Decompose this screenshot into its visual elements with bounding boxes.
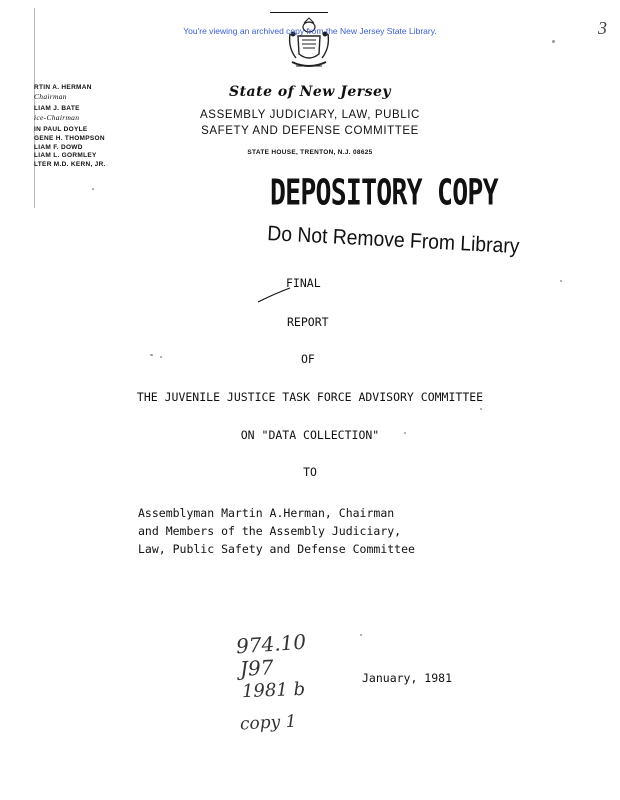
member-role: ice-Chairman	[34, 112, 80, 122]
member-name: GENE H. THOMPSON	[34, 134, 105, 142]
report-final: FINAL	[286, 276, 321, 290]
call-number-line-3: 1981 b	[241, 678, 306, 703]
state-title: State of New Jersey	[228, 84, 392, 100]
archive-notice: You're viewing an archived copy from the New Jersey State Library.	[183, 26, 437, 36]
copy-number: copy 1	[239, 711, 297, 735]
recipient-line-1: Assemblyman Martin A.Herman, Chairman	[138, 506, 395, 520]
report-date: January, 1981	[362, 671, 453, 685]
member-role: Chairman	[34, 91, 67, 101]
scan-speck	[404, 432, 406, 434]
call-number-line-2: J97	[239, 655, 275, 681]
new-jersey-seal-icon	[286, 14, 332, 72]
recipient-block	[138, 504, 415, 558]
recipient-line-3: Law, Public Safety and Defense Committee	[138, 542, 415, 556]
committee-line-2: SAFETY AND DEFENSE COMMITTEE	[201, 125, 419, 137]
report-subject: ON "DATA COLLECTION"	[240, 428, 380, 442]
recipient-line-2: and Members of the Assembly Judiciary,	[138, 524, 402, 538]
committee-line-1: ASSEMBLY JUDICIARY, LAW, PUBLIC	[200, 109, 420, 121]
depository-copy-stamp: DEPOSITORY COPY	[270, 172, 498, 214]
scan-speck	[360, 634, 362, 636]
scan-speck	[150, 354, 153, 356]
member-name: LIAM L. GORMLEY	[34, 152, 97, 160]
do-not-remove-stamp: Do Not Remove From Library	[266, 222, 520, 259]
member-name: IN PAUL DOYLE	[34, 126, 88, 134]
report-word: REPORT	[287, 315, 329, 329]
report-committee: THE JUVENILE JUSTICE TASK FORCE ADVISORY COMMITTEE	[136, 390, 484, 404]
call-number-line-1: 974.10	[235, 629, 307, 659]
committee-members-list	[34, 84, 106, 169]
page-corner-number: 3	[598, 18, 607, 38]
scan-speck	[92, 188, 94, 190]
scan-speck	[480, 408, 482, 410]
member-name: LIAM F. DOWD	[34, 143, 83, 151]
report-to: TO	[303, 465, 317, 479]
scan-speck	[560, 280, 562, 282]
pen-stroke-mark	[256, 286, 292, 306]
letterhead-address: STATE HOUSE, TRENTON, N.J. 08625	[247, 149, 373, 156]
member-name: LIAM J. BATE	[34, 105, 80, 113]
report-of: OF	[301, 352, 315, 366]
scan-speck	[160, 356, 162, 358]
top-rule	[270, 12, 328, 13]
scan-speck	[552, 40, 555, 43]
member-name: RTIN A. HERMAN	[34, 84, 92, 91]
member-name: LTER M.D. KERN, JR.	[34, 160, 106, 168]
